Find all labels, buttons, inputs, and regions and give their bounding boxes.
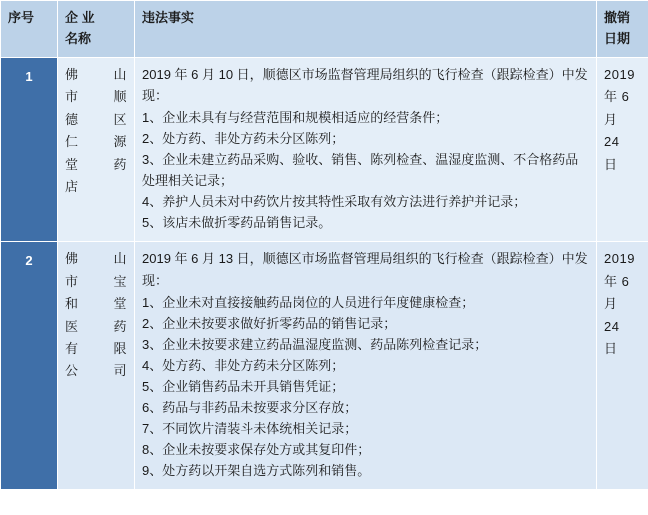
facts-item: 5、企业销售药品未开具销售凭证； xyxy=(142,378,345,394)
revoke-date-line: 月 xyxy=(604,296,618,312)
row-violation-facts xyxy=(135,58,597,242)
facts-item: 7、不同饮片清装斗未体统相关记录； xyxy=(142,420,358,436)
revoke-date-line: 日 xyxy=(604,156,618,172)
facts-item: 8、企业未按要求保存处方或其复印件； xyxy=(142,441,371,457)
facts-item: 5、该店未做折零药品销售记录。 xyxy=(142,215,332,231)
row-company-name xyxy=(58,242,135,490)
company-name-line: 市 顺 xyxy=(65,89,127,105)
facts-intro: 2019 年 6 月 10 日，顺德区市场监督管理局组织的飞行检查（跟踪检查）中发现： xyxy=(142,67,588,104)
facts-item: 1、企业未对直接接触药品岗位的人员进行年度健康检查； xyxy=(142,294,475,310)
revoke-date-line: 24 xyxy=(604,318,620,334)
header-company-name-line2: 名称 xyxy=(65,31,92,47)
company-name-line: 堂 药 xyxy=(65,156,127,172)
company-name-line: 佛 山 xyxy=(65,251,127,267)
facts-item: 3、企业未建立药品采购、验收、销售、陈列检查、温湿度监测、不合格药品处理相关记录； xyxy=(142,152,579,189)
company-name-line: 市 宝 xyxy=(65,273,127,289)
facts-item: 4、养护人员未对中药饮片按其特性采取有效方法进行养护并记录； xyxy=(142,194,527,210)
company-name-line: 公司 xyxy=(65,363,127,379)
company-name-line: 佛 山 xyxy=(65,67,127,83)
table-header xyxy=(1,1,648,58)
row-revoke-date xyxy=(597,242,648,490)
table-row xyxy=(1,242,648,490)
table-row xyxy=(1,58,648,242)
facts-item: 9、处方药以开架自选方式陈列和销售。 xyxy=(142,462,371,478)
row-sequence: 1 xyxy=(1,58,58,242)
facts-intro: 2019 年 6 月 13 日，顺德区市场监督管理局组织的飞行检查（跟踪检查）中发现： xyxy=(142,251,588,288)
facts-item: 1、企业未具有与经营范围和规模相适应的经营条件； xyxy=(142,110,449,126)
header-company-name xyxy=(58,1,135,58)
row-revoke-date xyxy=(597,58,648,242)
facts-item: 2、处方药、非处方药未分区陈列； xyxy=(142,131,345,147)
facts-item: 3、企业未按要求建立药品温湿度监测、药品陈列检查记录； xyxy=(142,336,488,352)
revoke-date-line: 年 6 xyxy=(604,273,630,289)
row-company-name xyxy=(58,58,135,242)
row-violation-facts xyxy=(135,242,597,490)
facts-item: 4、处方药、非处方药未分区陈列； xyxy=(142,357,345,373)
company-name-line: 和 堂 xyxy=(65,296,127,312)
facts-item: 6、药品与非药品未按要求分区存放； xyxy=(142,399,358,415)
header-row xyxy=(1,1,648,58)
header-violation-facts: 违法事实 xyxy=(135,1,597,58)
company-name-line: 仁 源 xyxy=(65,134,127,150)
company-name-line: 有 限 xyxy=(65,340,127,356)
revoke-date-line: 月 xyxy=(604,111,618,127)
company-name-line: 医 药 xyxy=(65,318,127,334)
table-body xyxy=(1,58,648,490)
revoke-date-line: 年 6 xyxy=(604,89,630,105)
revoke-date-line: 24 xyxy=(604,134,620,150)
facts-item: 2、企业未按要求做好折零药品的销售记录； xyxy=(142,315,397,331)
revoke-date-line: 2019 xyxy=(604,251,635,267)
company-name-line: 德 区 xyxy=(65,111,127,127)
header-company-name-line1: 企 业 xyxy=(65,10,95,25)
revoke-date-line: 日 xyxy=(604,340,618,356)
facts-list xyxy=(142,107,589,233)
company-name-line: 店 xyxy=(65,178,79,194)
header-revoke-date-line2: 日期 xyxy=(604,31,631,47)
revoke-date-line: 2019 xyxy=(604,67,635,83)
row-sequence: 2 xyxy=(1,242,58,490)
header-revoke-date-line1: 撤销 xyxy=(604,10,631,25)
facts-list xyxy=(142,292,589,481)
header-revoke-date xyxy=(597,1,648,58)
header-sequence: 序号 xyxy=(1,1,58,58)
